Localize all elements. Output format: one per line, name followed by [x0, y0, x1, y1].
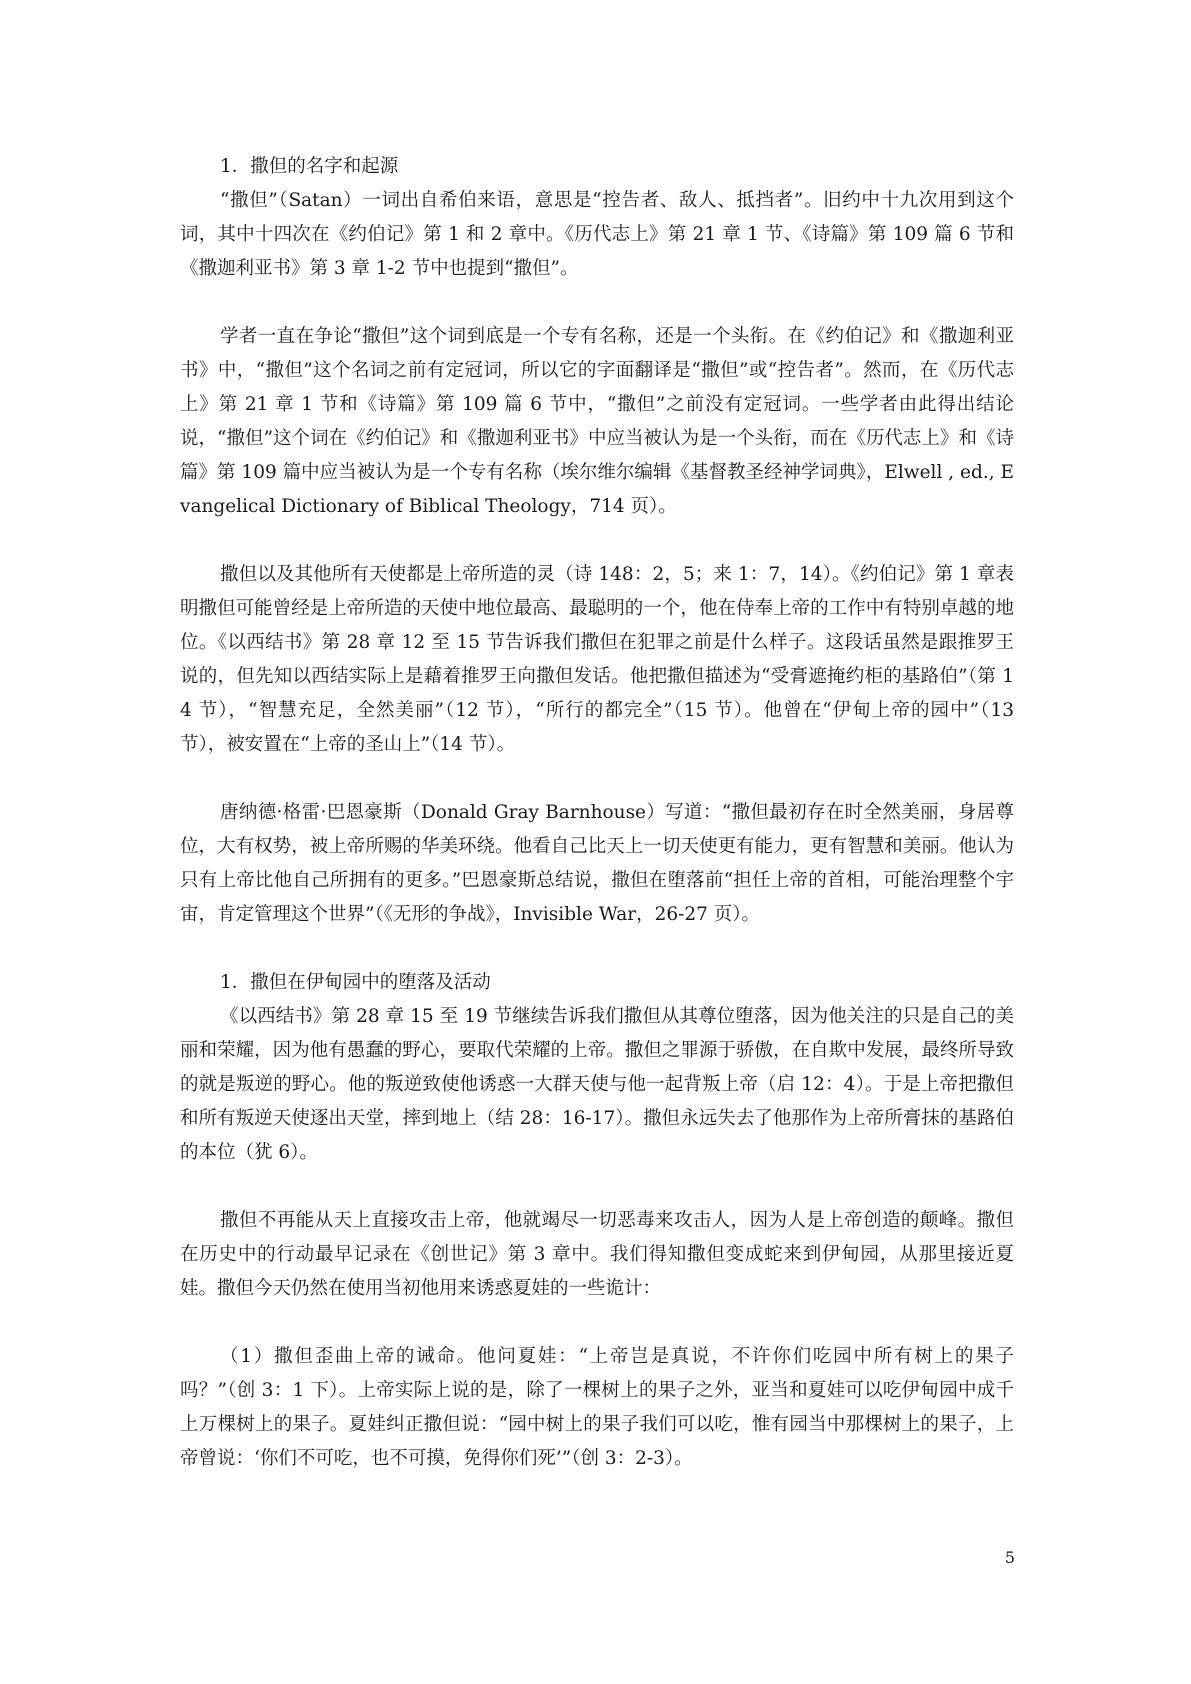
page-number: 5: [1004, 1548, 1015, 1567]
paragraph: 撒但以及其他所有天使都是上帝所造的灵（诗 148：2，5；来 1：7，14）。《约伯记》第 1 章表明撒但可能曾经是上帝所造的天使中地位最高、最聪明的一个，他在侍奉上帝的工作中有特别卓越的地位。《以西结书》第 28 章 12 至 15 节告诉我们撒但在犯罪之前是什么样子。这段话虽然是跟推罗王说的，但先知以西结实际上是藉着推罗王向撒但发话。他把撒但描述为“受膏遮掩约柜的基路伯”（第 14 节），“智慧充足，全然美丽”（12 节），“所行的都完全”（15 节）。他曾在“伊甸上帝的园中”（13 节），被安置在“上帝的圣山上”（14 节）。: [180, 564, 1014, 755]
paragraph: 《以西结书》第 28 章 15 至 19 节继续告诉我们撒但从其尊位堕落，因为他关注的只是自己的美丽和荣耀，因为他有愚蠢的野心，要取代荣耀的上帝。撒但之罪源于骄傲，在自欺中发展，最终所导致的就是叛逆的野心。他的叛逆致使他诱惑一大群天使与他一起背叛上帝（启 12：4）。于是上帝把撒但和所有叛逆天使逐出天堂，摔到地上（结 28：16-17）。撒但永远失去了他那作为上帝所膏抹的基路伯的本位（犹 6）。: [180, 1006, 1014, 1163]
section-origin: [180, 150, 1014, 966]
paragraph-gap: [180, 286, 1014, 320]
paragraph-gap: [180, 1170, 1014, 1204]
document-body: [180, 150, 1014, 1476]
section-fall: [180, 966, 1014, 1476]
paragraph-gap: [180, 524, 1014, 558]
paragraph: “撒但”（Satan）一词出自希伯来语，意思是“控告者、敌人、抵挡者”。旧约中十九次用到这个词，其中十四次在《约伯记》第 1 和 2 章中。《历代志上》第 21 章 1 节、《诗篇》第 109 篇 6 节和《撒迦利亚书》第 3 章 1-2 节中也提到“撒但”。: [180, 190, 1014, 279]
section-heading: 1．撒但在伊甸园中的堕落及活动: [220, 972, 491, 993]
paragraph: 撒但不再能从天上直接攻击上帝，他就竭尽一切恶毒来攻击人，因为人是上帝创造的颠峰。撒但在历史中的行动最早记录在《创世记》第 3 章中。我们得知撒但变成蛇来到伊甸园，从那里接近夏娃。撒但今天仍然在使用当初他用来诱惑夏娃的一些诡计：: [180, 1210, 1014, 1299]
paragraph: 唐纳德·格雷·巴恩豪斯（Donald Gray Barnhouse）写道：“撒但最初存在时全然美丽，身居尊位，大有权势，被上帝所赐的华美环绕。他看自己比天上一切天使更有能力，更有智慧和美丽。他认为只有上帝比他自己所拥有的更多。”巴恩豪斯总结说，撒但在堕落前“担任上帝的首相，可能治理整个宇宙，肯定管理这个世界”（《无形的争战》，Invisible War，26-27 页）。: [180, 802, 1014, 925]
section-heading: 1．撒但的名字和起源: [220, 156, 399, 177]
paragraph-gap: [180, 1306, 1014, 1340]
paragraph: 学者一直在争论“撒但”这个词到底是一个专有名称，还是一个头衔。在《约伯记》和《撒迦利亚书》中，“撒但”这个名词之前有定冠词，所以它的字面翻译是“撒但”或“控告者”。然而，在《历代志上》第 21 章 1 节和《诗篇》第 109 篇 6 节中，“撒但”之前没有定冠词。一些学者由此得出结论说，“撒但”这个词在《约伯记》和《撒迦利亚书》中应当被认为是一个头衔，而在《历代志上》和《诗篇》第 109 篇中应当被认为是一个专有名称（埃尔维尔编辑《基督教圣经神学词典》，Elwell , ed., Evangelical Dictionary of Biblical Theology，714 页）。: [180, 326, 1014, 517]
paragraph-gap: [180, 932, 1014, 966]
paragraph: （1）撒但歪曲上帝的诫命。他问夏娃：“上帝岂是真说，不许你们吃园中所有树上的果子吗？”（创 3：1 下）。上帝实际上说的是，除了一棵树上的果子之外，亚当和夏娃可以吃伊甸园中成千上万棵树上的果子。夏娃纠正撒但说：“园中树上的果子我们可以吃，惟有园当中那棵树上的果子，上帝曾说：‘你们不可吃，也不可摸，免得你们死’”（创 3：2-3）。: [180, 1346, 1014, 1469]
paragraph-gap: [180, 762, 1014, 796]
